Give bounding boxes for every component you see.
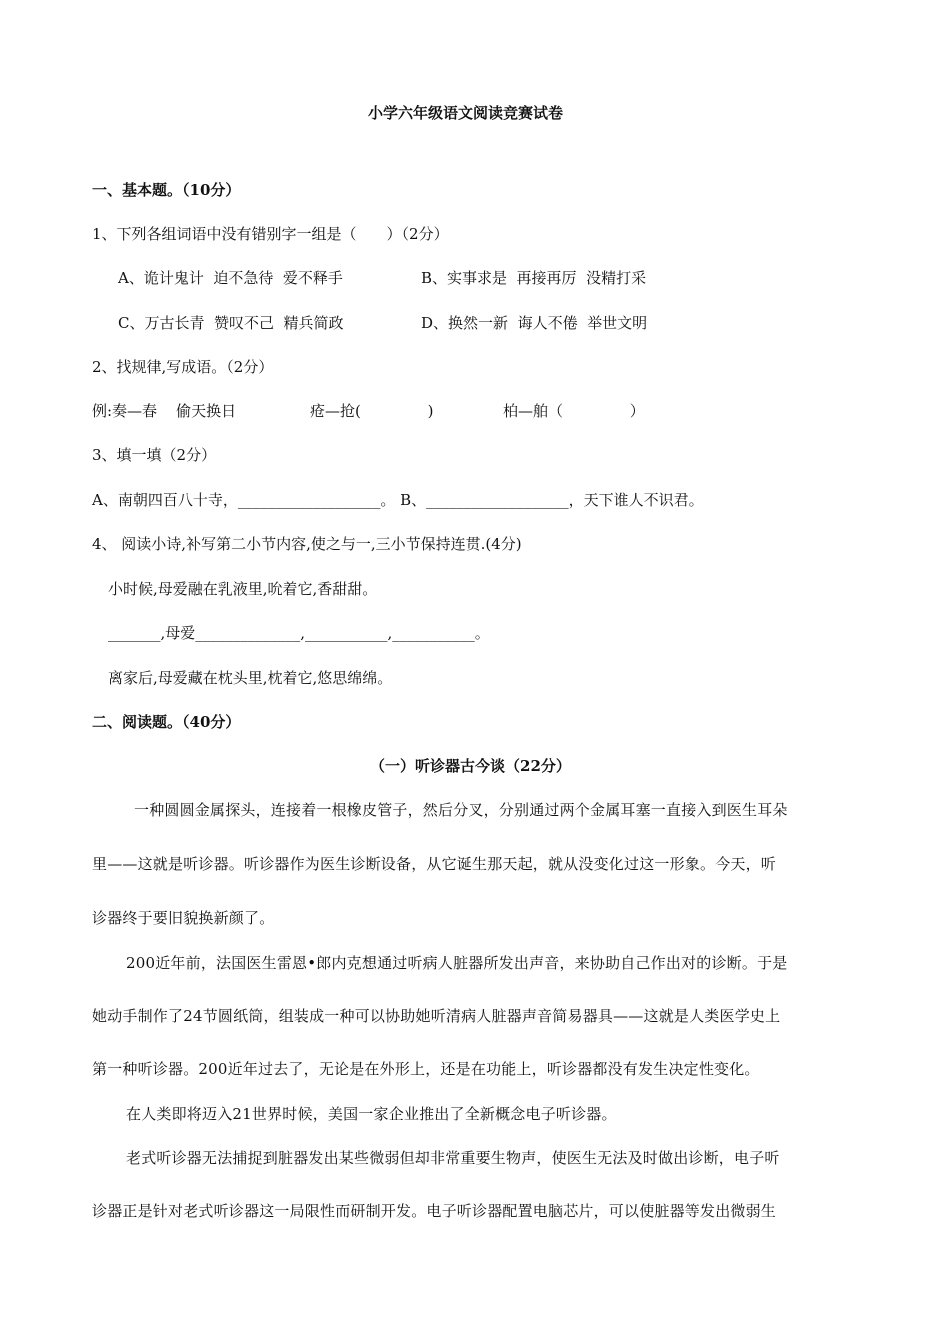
passage-line: 第一种听诊器。200近年过去了，无论是在外形上，还是在功能上，听诊器都没有发生决定性变化。 [92,1060,760,1078]
passage-line: 一种圆圆金属探头，连接着一根橡皮管子，然后分叉，分别通过两个金属耳塞一直接入到医生耳朵 [134,801,788,819]
q1-option-a: A、诡计鬼计 迫不急待 爱不释手 [118,269,343,287]
passage-title: （一）听诊器古今谈（22分） [370,757,571,775]
q2-stem: 2、找规律,写成语。（2分） [92,358,274,376]
q2-item1: 疮—抢( ) [310,402,434,420]
passage-line: 她动手制作了24节圆纸筒，组装成一种可以协助她听清病人脏器声音简易器具——这就是人类医学史上 [92,1007,781,1025]
q4-poem-line3: 离家后,母爱藏在枕头里,枕着它,悠思绵绵。 [108,669,393,687]
page-title: 小学六年级语文阅读竞赛试卷 [368,104,564,122]
passage-line: 诊器正是针对老式听诊器这一局限性而研制开发。电子听诊器配置电脑芯片，可以使脏器等发出微弱生 [92,1202,777,1220]
section2-heading: 二、阅读题。（40分） [92,713,241,731]
q2-item2: 柏—舶（ ） [503,402,645,420]
passage-line: 200近年前，法国医生雷恩•郎内克想通过听病人脏器所发出声音，来协助自己作出对的诊断。于是 [126,954,788,972]
q4-poem-line2: _______,母爱______________,___________,___________。 [108,624,490,642]
q3-line: A、南朝四百八十寺，___________________。 B、___________________，天下谁人不识君。 [92,491,704,509]
q1-option-c: C、万古长青 赞叹不己 精兵简政 [118,314,344,332]
q3-stem: 3、填一填（2分） [92,446,217,464]
passage-line: 在人类即将迈入21世界时候，美国一家企业推出了全新概念电子听诊器。 [126,1105,617,1123]
q2-example: 例:奏—春 偷天换日 [92,402,237,420]
passage-line: 诊器终于要旧貌换新颜了。 [92,909,275,927]
passage-line: 里——这就是听诊器。听诊器作为医生诊断设备，从它诞生那天起，就从没变化过这一形象。今天，听 [92,855,777,873]
q1-stem: 1、下列各组词语中没有错别字一组是（ ）（2分） [92,225,449,243]
passage-line: 老式听诊器无法捕捉到脏器发出某些微弱但却非常重要生物声，使医生无法及时做出诊断，电子听 [126,1149,780,1167]
q4-stem: 4、 阅读小诗,补写第二小节内容,使之与一,三小节保持连贯.(4分) [92,535,522,553]
section1-heading: 一、基本题。（10分） [92,181,241,199]
q1-option-d: D、换然一新 诲人不倦 举世文明 [421,314,648,332]
q4-poem-line1: 小时候,母爱融在乳液里,吮着它,香甜甜。 [108,580,378,598]
q1-option-b: B、实事求是 再接再厉 没精打采 [421,269,647,287]
